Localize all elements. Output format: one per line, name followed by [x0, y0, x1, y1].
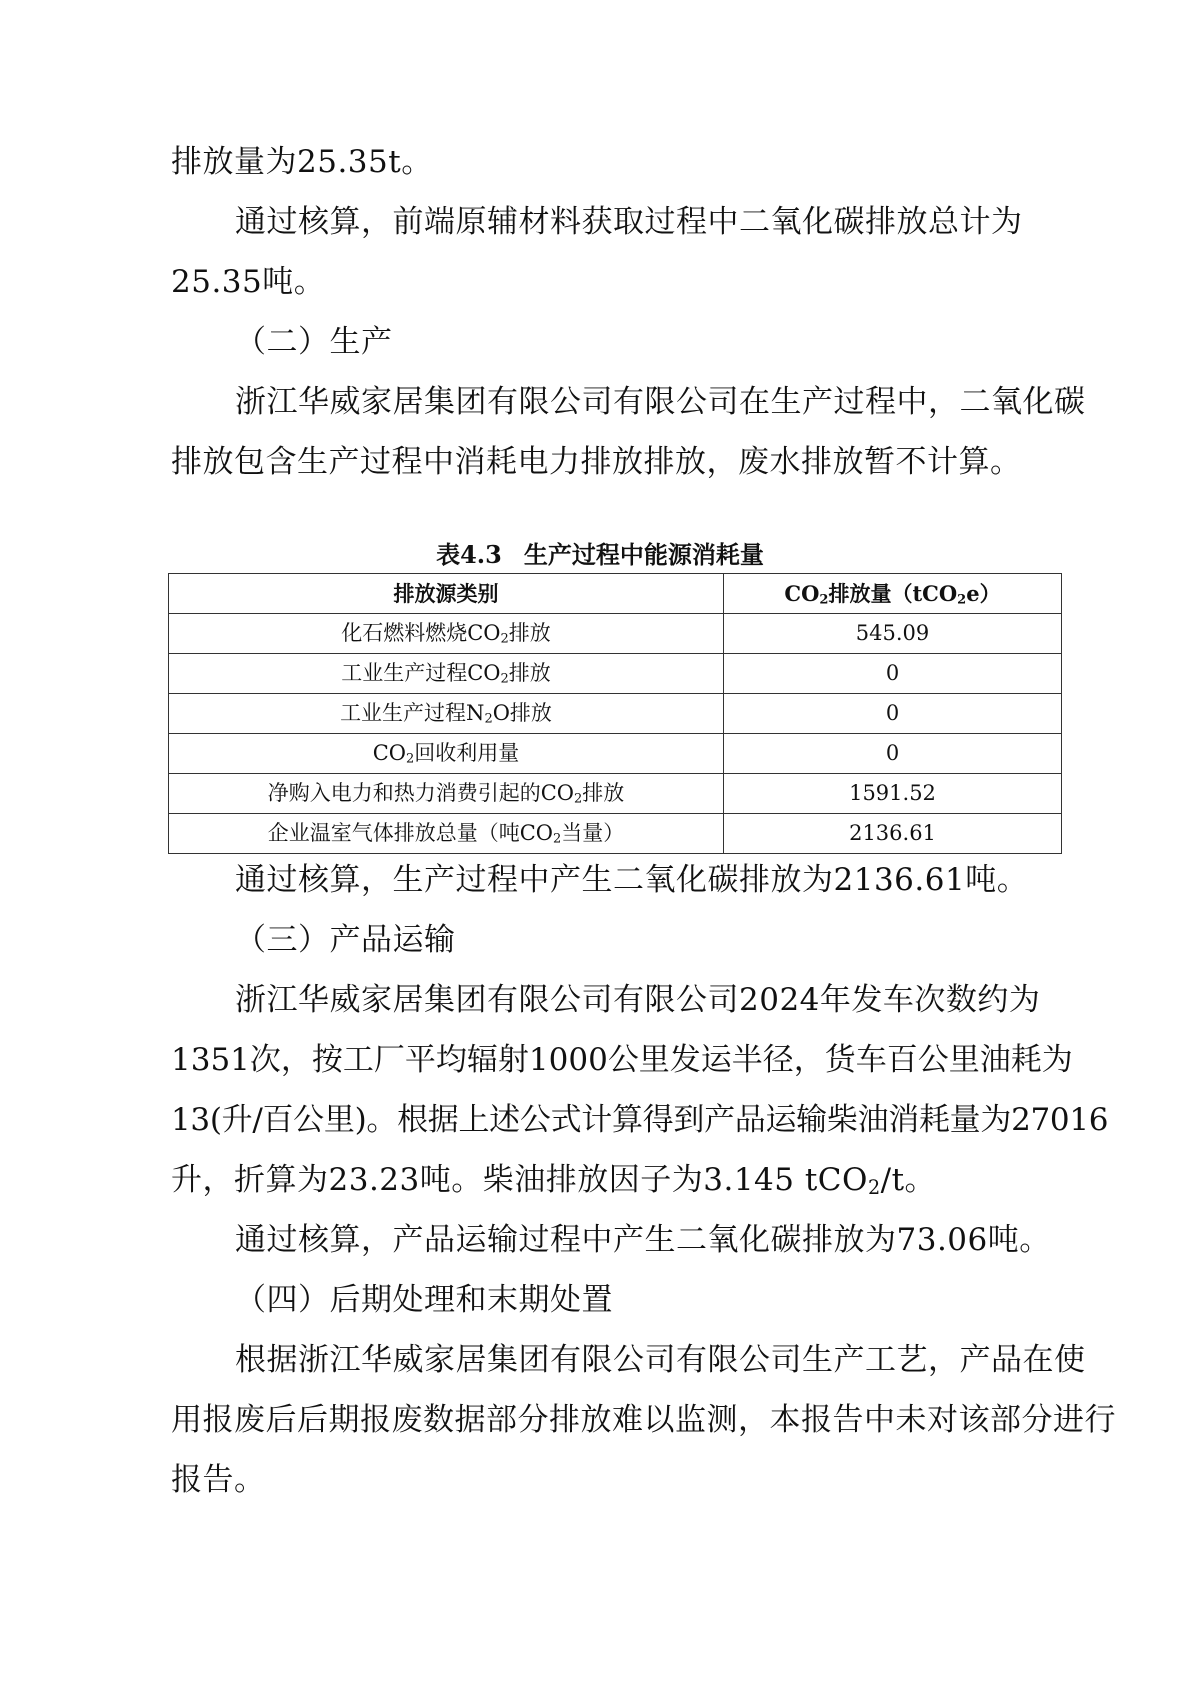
paragraph-line: 25.35吨。 [171, 264, 326, 300]
section-heading-disposal: （四）后期处理和末期处置 [235, 1282, 613, 1318]
paragraph-line: 报告。 [171, 1462, 266, 1498]
row-label: 化石燃料燃烧$CO_2$排放 [169, 614, 724, 654]
paragraph-line: 升，折算为23.23吨。柴油排放因子为3.145 tCO$_2$/t。 [171, 1162, 937, 1199]
header-source-category: 排放源类别 [169, 574, 724, 614]
text-segment: 1000 [528, 1042, 608, 1078]
table-row [169, 814, 1062, 854]
row-value: 1591.52 [724, 774, 1062, 814]
paragraph-line: 浙江华威家居集团有限公司有限公司在生产过程中，二氧化碳 [235, 384, 1086, 420]
paragraph-line: 根据浙江华威家居集团有限公司有限公司生产工艺，产品在使 [235, 1342, 1086, 1378]
row-value: 545.09 [724, 614, 1062, 654]
text-segment: 公里发运半径，货车百公里油耗为 [607, 1042, 1073, 1078]
table-row [169, 774, 1062, 814]
row-value: 0 [724, 694, 1062, 734]
table-number: 表4.3 [436, 540, 502, 569]
paragraph-line: 通过核算，前端原辅材料获取过程中二氧化碳排放总计为 [235, 204, 1023, 240]
paragraph-line: 用报废后后期报废数据部分排放难以监测，本报告中未对该部分进行 [171, 1402, 1116, 1438]
paragraph-line: 通过核算，生产过程中产生二氧化碳排放为2136.61吨。 [235, 862, 1029, 898]
row-label: 净购入电力和热力消费引起的$CO_2$排放 [169, 774, 724, 814]
row-value: 0 [724, 734, 1062, 774]
row-label: $CO_2$回收利用量 [169, 734, 724, 774]
row-label: 企业温室气体排放总量（吨$CO_2$当量） [169, 814, 724, 854]
paragraph-tail: 排放量为25.35t。 [171, 144, 433, 180]
row-value: 0 [724, 654, 1062, 694]
paragraph-line [171, 1040, 1073, 1080]
row-value: 2136.61 [724, 814, 1062, 854]
row-label: 工业生产过程$CO_2$排放 [169, 654, 724, 694]
table-row [169, 694, 1062, 734]
section-heading-transport: （三）产品运输 [235, 922, 456, 958]
paragraph-line: 13(升/百公里)。根据上述公式计算得到产品运输柴油消耗量为27016 [171, 1102, 1109, 1138]
table-caption [0, 538, 1200, 572]
emissions-table [168, 573, 1062, 854]
table-row [169, 734, 1062, 774]
row-label: 工业生产过程$N_2O$排放 [169, 694, 724, 734]
table-header-row [169, 574, 1062, 614]
text-segment: 1351次，按工厂平均辐射 [171, 1042, 529, 1078]
table-title: 生产过程中能源消耗量 [523, 540, 764, 569]
header-emission-amount: $CO_2$排放量（tCO$_2$e） [724, 574, 1062, 614]
table-row [169, 614, 1062, 654]
section-heading-production: （二）生产 [235, 324, 393, 360]
paragraph-line: 排放包含生产过程中消耗电力排放排放，废水排放暂不计算。 [171, 444, 1022, 480]
paragraph-line: 通过核算，产品运输过程中产生二氧化碳排放为73.06吨。 [235, 1222, 1051, 1258]
paragraph-line: 浙江华威家居集团有限公司有限公司2024年发车次数约为 [235, 982, 1041, 1018]
table-row [169, 654, 1062, 694]
